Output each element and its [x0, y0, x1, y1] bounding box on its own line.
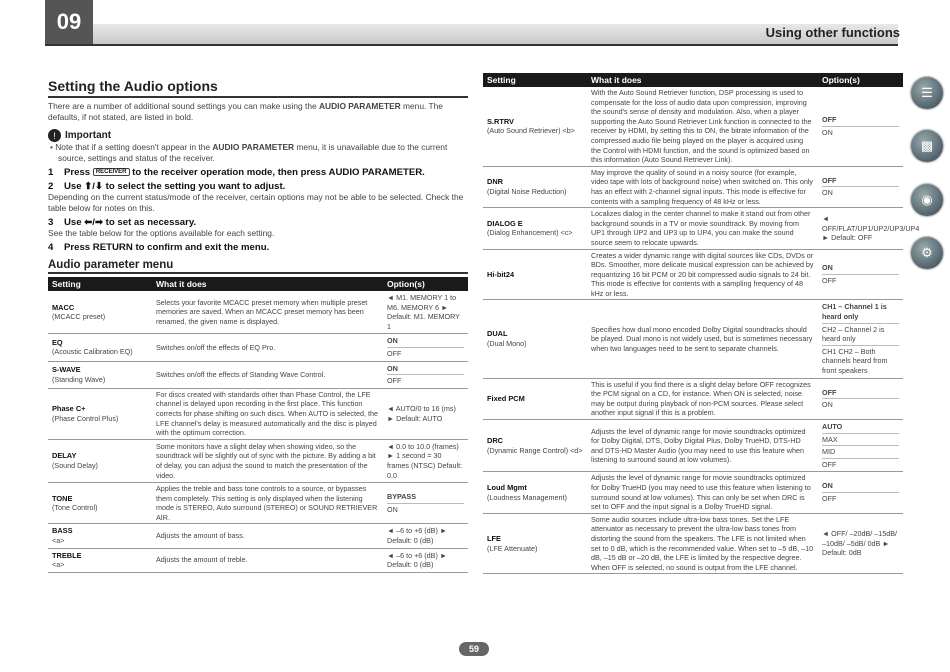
setting-name: DELAY (Sound Delay) [48, 439, 152, 482]
table-row [48, 548, 468, 572]
audio-parameter-table-left [48, 277, 468, 573]
setting-options [818, 472, 903, 513]
table-row [483, 378, 903, 419]
option-value: OFF [822, 175, 899, 188]
option-value: MID [822, 446, 899, 459]
left-column [48, 78, 468, 573]
setting-options [383, 361, 468, 388]
setting-options [383, 483, 468, 524]
setting-description: May improve the quality of sound in a noisy source (for example, video tape with lots of background noise) when switched on. This only has an effect with 2-channel signal inputs. This mode is effective for contents with a sampling frequency of 48 kHz or less. [587, 166, 818, 207]
option-value: ◄ M1. MEMORY 1 to M6. MEMORY 6 ► Default: M1. MEMORY 1 [387, 293, 460, 331]
option-value: OFF [822, 114, 899, 127]
step-2: 2 Use ⬆/⬇ to select the setting you want to adjust. [48, 181, 286, 192]
setting-name: DNR (Digital Noise Reduction) [483, 166, 587, 207]
col-setting: Setting [483, 73, 587, 87]
setting-description: Some monitors have a slight delay when showing video, so the soundtrack will be slightly out of sync with the picture. By adding a bit of delay, you can adjust the sound to match the presentation of the video. [152, 439, 383, 482]
option-value: CH1 – Channel 1 is heard only [822, 301, 899, 323]
setting-description: With the Auto Sound Retriever function, DSP processing is used to compensate for the loss of audio data upon compression, improving the sound's sense of density and modulation. Also, when a player supporting the Auto Sound Retriever Link function is connected to the receiver by HDMI, by setting this to ON, the bitrate information of the compressed audio file being played on the player is acquired using the Control with HDMI function, and the sound is optimized based on this information (Auto Sound Retriever Link). [587, 87, 818, 166]
intro-text: There are a number of additional sound settings you can make using the AUDIO PARAMETER menu. The defaults, if not stated, are listed in bold. [48, 101, 443, 122]
setting-description: Creates a wider dynamic range with digital sources like CDs, DVDs or BDs. Smoother, more delicate musical expression can be achieved by requantizing 16 bit PCM or 20 bit compressed audio signals to 24 bit. This mode is effective for contents with a sampling frequency of 48 kHz or less. [587, 249, 818, 300]
table-row [483, 249, 903, 300]
setting-options [818, 208, 920, 249]
table-row [483, 300, 903, 378]
option-value: ON [822, 127, 833, 137]
setting-options [818, 249, 903, 300]
step-3-note: See the table below for the options available for each setting. [48, 228, 275, 238]
setting-name: TONE (Tone Control) [48, 483, 152, 524]
table-row [483, 472, 903, 513]
col-what: What it does [587, 73, 818, 87]
setting-name: Fixed PCM [483, 378, 587, 419]
setting-name: LFE (LFE Attenuate) [483, 513, 587, 574]
option-value: ◄ –6 to +6 (dB) ► Default: 0 (dB) [387, 526, 447, 546]
receiver-key-icon: RECEIVER [93, 168, 130, 176]
table-row [48, 439, 468, 482]
option-value: ON [387, 363, 464, 376]
table-row [483, 87, 903, 166]
table-row [48, 361, 468, 388]
col-setting: Setting [48, 277, 152, 291]
step-4: 4 Press RETURN to confirm and exit the menu. [48, 242, 270, 253]
setting-name: DRC (Dynamic Range Control) <d> [483, 420, 587, 472]
setting-name: DUAL (Dual Mono) [483, 300, 587, 378]
setting-options [383, 524, 468, 548]
step-2-note: Depending on the current status/mode of the receiver, certain options may not be able to be selected. Check the table below for notes on this. [48, 192, 464, 213]
option-value: OFF [822, 459, 837, 469]
table-row [48, 334, 468, 361]
setting-description: Switches on/off the effects of Standing Wave Control. [152, 361, 383, 388]
setting-options [383, 334, 468, 361]
setting-description: Applies the treble and bass tone controls to a source, or bypasses them completely. This setting is only displayed when the listening mode is STEREO, Auto surround (STEREO) or SOUND RETRIEVER AIR. [152, 483, 383, 524]
setting-name: BASS <a> [48, 524, 152, 548]
setting-description: Localizes dialog in the center channel to make it stand out from other background sounds in a TV or movie soundtrack. By moving from UP1 through UP2 and UP3 up to UP4, you can make the sound source seem to relocate upwards. [587, 208, 818, 249]
setting-name: Hi-bit24 [483, 249, 587, 300]
option-value: OFF [822, 494, 837, 504]
setting-description: Some audio sources include ultra-low bass tones. Set the LFE attenuator as necessary to prevent the ultra-low bass tones from distorting the sound from the speakers. The LFE is not limited when set to 0 dB, which is the recommended value. When set to –5 dB, –10 dB, –15 dB or –20 dB, the LFE is limited by the respective degree. When OFF is selected, no sound is output from the LFE channel. [587, 513, 818, 574]
option-value: AUTO [822, 421, 899, 434]
table-row [48, 291, 468, 334]
option-value: ◄ 0.0 to 10.0 (frames) ► 1 second = 30 frames (NTSC) Default: 0.0 [387, 441, 463, 480]
setting-name: Phase C+ (Phase Control Plus) [48, 388, 152, 439]
table-row [483, 208, 903, 249]
table-row [48, 524, 468, 548]
col-what: What it does [152, 277, 383, 291]
header-rule [45, 44, 898, 46]
option-value: ◄ –6 to +6 (dB) ► Default: 0 (dB) [387, 550, 447, 570]
right-column [483, 73, 920, 574]
warning-icon: ! [48, 129, 61, 142]
option-value: ON [387, 335, 464, 348]
step-1: 1 Press RECEIVER to the receiver operation mode, then press AUDIO PARAMETER. [48, 167, 425, 178]
option-value: ON [822, 400, 833, 410]
option-value: ◄ OFF/FLAT/UP1/UP2/UP3/UP4 ► Default: OFF [822, 213, 920, 243]
setting-options [383, 548, 468, 572]
speaker-icon[interactable]: ◉ [911, 184, 943, 216]
option-value: ON [822, 480, 899, 493]
col-options: Option(s) [818, 73, 903, 87]
setting-description: Adjusts the level of dynamic range for movie soundtracks optimized for Dolby TrueHD (you may need to use this feature when listening to surround sound at low volumes). This can only be set when DRC is set to OFF and the input signal is a Dolby TrueHD signal. [587, 472, 818, 513]
option-value: ON [387, 504, 398, 514]
setting-options [818, 513, 903, 574]
option-value: ◄ OFF/ –20dB/ –15dB/ –10dB/ –5dB/ 0dB ► Default: 0dB [822, 529, 898, 558]
setting-name: S-WAVE (Standing Wave) [48, 361, 152, 388]
setting-options [383, 439, 468, 482]
table-row [48, 388, 468, 439]
setting-options [818, 166, 903, 207]
col-options: Option(s) [383, 277, 468, 291]
audio-parameter-table-right [483, 73, 920, 574]
option-value: ◄ AUTO/0 to 16 (ms) ► Default: AUTO [387, 404, 456, 423]
table-row [483, 420, 903, 472]
option-value: ON [822, 188, 833, 198]
option-value: OFF [387, 376, 402, 386]
setting-description: This is useful if you find there is a slight delay before OFF recognizes the PCM signal on a CD, for instance. When ON is selected, noise may be output during playback of non-PCM sources. Please select another input signal if this is a problem. [587, 378, 818, 419]
setting-options [818, 87, 903, 166]
menu-title: Audio parameter menu [48, 259, 468, 274]
setting-description: Adjusts the amount of treble. [152, 548, 383, 572]
setting-name: Loud Mgmt (Loudness Management) [483, 472, 587, 513]
table-row [483, 513, 903, 574]
section-title: Using other functions [765, 25, 900, 40]
setting-options [383, 388, 468, 439]
setting-options [818, 420, 903, 472]
option-value: OFF [822, 275, 837, 285]
setting-name: DIALOG E (Dialog Enhancement) <c> [483, 208, 587, 249]
option-value: CH1 CH2 – Both channels heard from front speakers [822, 346, 888, 376]
setting-description: Specifies how dual mono encoded Dolby Digital soundtracks should be played. Dual mono is not widely used, but is sometimes necessary when two languages need to be sent to separate channels. [587, 300, 818, 378]
page-title: Setting the Audio options [48, 78, 468, 98]
option-value: BYPASS [387, 491, 464, 504]
setting-options [383, 291, 468, 334]
settings-icon[interactable]: ⚙ [911, 237, 943, 269]
setting-description: Adjusts the level of dynamic range for movie soundtracks optimized for Dolby Digital, DTS, Dolby Digital Plus, Dolby TrueHD, DTS-HD and DTS-HD Master Audio (you may need to use this feature when listening to surround sound at low volumes). [587, 420, 818, 472]
setting-name: EQ (Acoustic Calibration EQ) [48, 334, 152, 361]
chapter-number: 09 [45, 0, 93, 44]
option-value: MAX [822, 434, 899, 447]
remote-icon[interactable]: ▩ [911, 130, 943, 162]
setting-options [818, 300, 903, 378]
option-value: ON [822, 262, 899, 275]
setting-description: Selects your favorite MCACC preset memory when multiple preset memories are saved. When an MCACC preset memory has been renamed, the given name is displayed. [152, 291, 383, 334]
setting-name: TREBLE <a> [48, 548, 152, 572]
setting-description: For discs created with standards other than Phase Control, the LFE channel is delayed upon recording in the first place. This function corrects for phase shifting on such discs. When AUTO is selected, the LFE channel's delay is measured automatically and the disc is played with the optimum correction. [152, 388, 383, 439]
important-heading: ! Important [48, 129, 468, 142]
page-number: 59 [459, 642, 489, 656]
important-note: • Note that if a setting doesn't appear in the AUDIO PARAMETER menu, it is unavailable due to the current source, settings and status of the receiver. [50, 142, 448, 163]
setting-name: S.RTRV (Auto Sound Retriever) <b> [483, 87, 587, 166]
setting-name: MACC (MCACC preset) [48, 291, 152, 334]
table-row [483, 166, 903, 207]
setting-description: Adjusts the amount of bass. [152, 524, 383, 548]
table-row [48, 483, 468, 524]
option-value: CH2 – Channel 2 is heard only [822, 324, 899, 346]
setting-description: Switches on/off the effects of EQ Pro. [152, 334, 383, 361]
step-3: 3 Use ⬅/➡ to set as necessary. [48, 217, 197, 228]
book-icon[interactable]: ☰ [911, 77, 943, 109]
option-value: OFF [387, 348, 402, 358]
setting-options [818, 378, 903, 419]
option-value: OFF [822, 387, 899, 400]
